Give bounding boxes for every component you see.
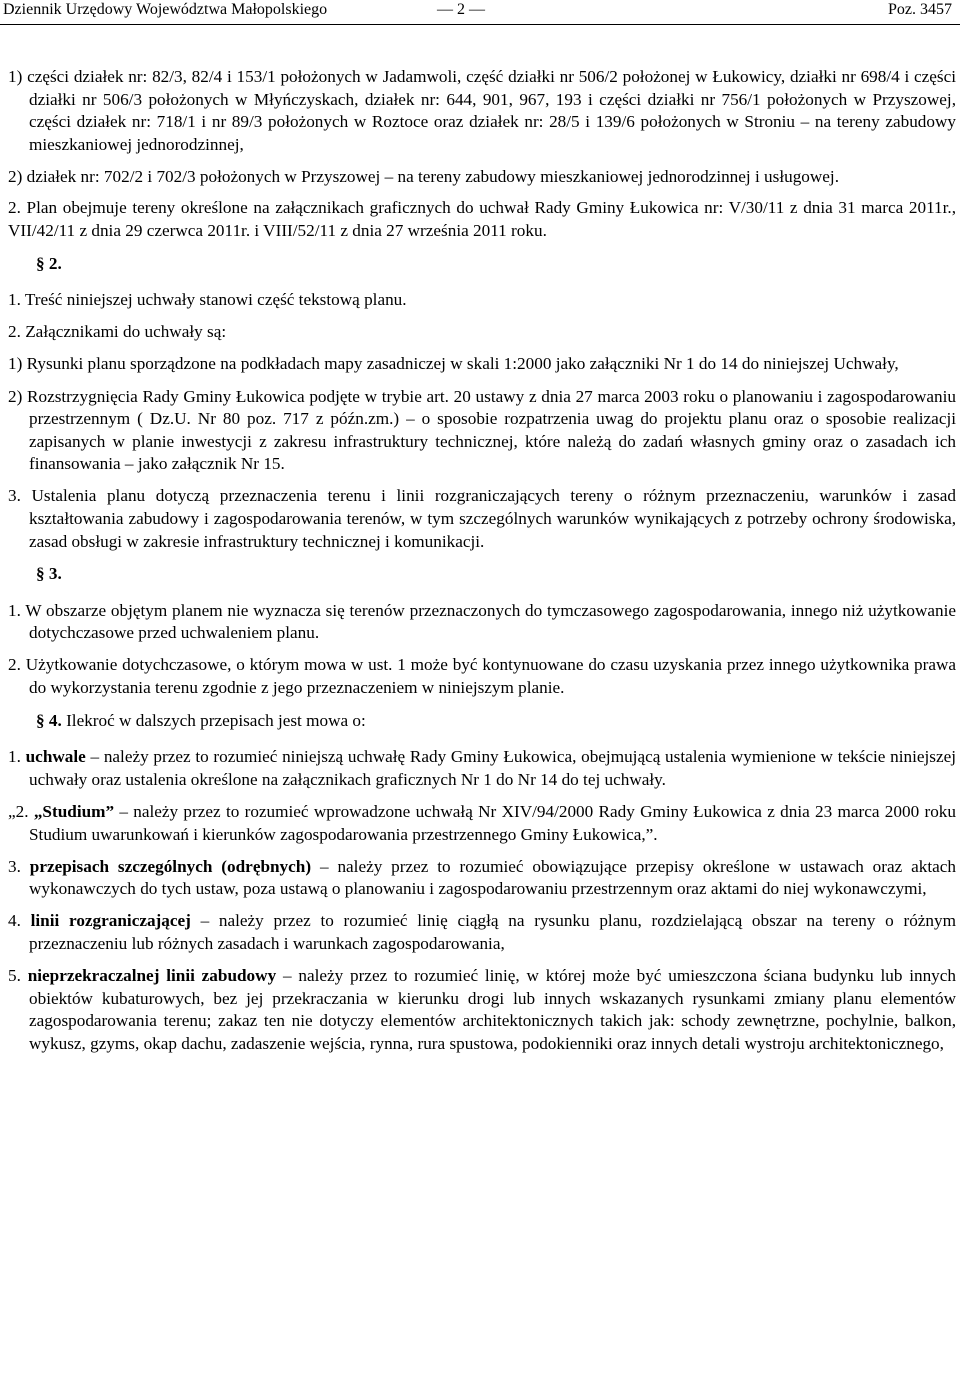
definition-text: – należy przez to rozumieć linię ciągłą na rysunku planu, rozdzielającą obszar na tereny o różnym przeznaczeniu lub różnych zasadach i warunkach zagospodarowania, bbox=[29, 911, 956, 953]
paragraph: 1. Treść niniejszej uchwały stanowi część tekstową planu. bbox=[8, 290, 407, 310]
definition-number: 5. bbox=[8, 966, 28, 985]
section-heading: § 2. bbox=[36, 253, 62, 273]
section-heading: § 3. bbox=[36, 564, 62, 584]
position-number: Poz. 3457 bbox=[888, 1, 952, 18]
definition-text: – należy przez to rozumieć niniejszą uchwałę Rady Gminy Łukowica, obejmującą ustalenia wymienione w tekście niniejszej uchwały oraz ustalenia określone na załącznikach graficznych Nr 1 do Nr 14 do tej uchwały. bbox=[29, 747, 956, 789]
definition-number: 1. bbox=[8, 747, 26, 767]
page-number: — 2 — bbox=[437, 1, 485, 18]
page-header bbox=[0, 0, 960, 22]
paragraph: 2. Użytkowanie dotychczasowe, o którym mowa w ust. 1 może być kontynuowane do czasu uzyskania przez innego użytkownika prawa do wykorzystania terenu zgodnie z jego przeznaczeniem w niniejszym planie. bbox=[8, 655, 956, 698]
paragraph: 1) Rysunki planu sporządzone na podkładach mapy zasadniczej w skali 1:2000 jako załączniki Nr 1 do 14 do niniejszej Uchwały, bbox=[8, 354, 899, 374]
paragraph: 3. Ustalenia planu dotyczą przeznaczenia terenu i linii rozgraniczających tereny o różnym przeznaczeniu, warunków i zasad kształtowania zabudowy i zagospodarowania terenów, w tym szczególnych warunków wynikających z potrzeby ochrony środowiska, zasad obsługi w zakresie infrastruktury technicznej i komunikacji. bbox=[8, 486, 956, 551]
journal-title: Dziennik Urzędowy Województwa Małopolskiego bbox=[3, 1, 328, 18]
definition-text: – należy przez to rozumieć wprowadzone uchwałą Nr XIV/94/2000 Rady Gminy Łukowica z dnia 23 marca 2000 roku Studium uwarunkowań i kierunków zagospodarowania przestrzennego Gminy Łukowica,”. bbox=[29, 801, 956, 844]
definition-text: – należy przez to rozumieć obowiązujące przepisy określone w ustawach oraz aktach wykonawczych do tych ustaw, poza ustawą o planowaniu i zagospodarowaniu przestrzennym oraz aktami do niej wykonawczymi, bbox=[29, 856, 956, 899]
document-body bbox=[8, 66, 956, 1065]
paragraph: 2. Plan obejmuje tereny określone na załącznikach graficznych do uchwał Rady Gminy Łukowica nr: V/30/11 z dnia 31 marca 2011r., VII/42/11 z dnia 29 czerwca 2011r. i VIII/52/11 z dnia 27 września 2011 roku. bbox=[8, 198, 956, 241]
definition-term: linii rozgraniczającej bbox=[30, 911, 191, 931]
definition-text: – należy przez to rozumieć linię, w której może być umieszczona ściana budynku lub innych obiektów kubaturowych, bez jej przekraczania w kierunku drogi lub innych wskazanych rysunkami zmiany planu elementów zagospodarowania terenu; zakaz ten nie dotyczy elementów architektonicznych takich jak: schody zewnętrzne, pochylnie, balkon, wykusz, gzyms, okap dachu, zadaszenie wejścia, rynna, rura spustowa, podokienniki oraz innych detali wystroju architektonicznego, bbox=[29, 966, 956, 1053]
paragraph: 1) części działek nr: 82/3, 82/4 i 153/1 położonych w Jadamwoli, część działki nr 506/2 położonej w Łukowicy, działki nr 698/4 i części działki nr 506/3 położonych w Młyńczyskach, działek nr: 644, 901, 967, 193 i części działki nr 756/1 położonych w Przyszowej, części działek nr: 718/1 i nr 89/3 położonych w Roztoce oraz działek nr: 28/5 i 139/6 położonych w Stroniu – na tereny zabudowy mieszkaniowej jednorodzinnej, bbox=[8, 67, 956, 154]
definition-item bbox=[8, 746, 956, 791]
section-heading bbox=[8, 710, 956, 733]
section-intro: Ilekroć w dalszych przepisach jest mowa o: bbox=[61, 710, 366, 730]
definition-number: „2. bbox=[8, 801, 34, 821]
definition-item bbox=[8, 965, 956, 1055]
definition-item bbox=[8, 801, 956, 846]
definition-term: nieprzekraczalnej linii zabudowy bbox=[27, 966, 277, 985]
header-divider bbox=[0, 24, 960, 25]
paragraph: 1. W obszarze objętym planem nie wyznacza się terenów przeznaczonych do tymczasowego zagospodarowania, innego niż użytkowanie dotychczasowe przed uchwaleniem planu. bbox=[8, 600, 956, 643]
definition-number: 4. bbox=[8, 911, 31, 931]
paragraph: 2) Rozstrzygnięcia Rady Gminy Łukowica podjęte w trybie art. 20 ustawy z dnia 27 marca 2003 roku o planowaniu i zagospodarowaniu przestrzennym ( Dz.U. Nr 80 poz. 717 z późn.zm.) – o sposobie rozpatrzenia uwag do projektu planu oraz o sposobie realizacji zapisanych w planie inwestycji z zakresu infrastruktury technicznej, które należą do zadań własnych gminy oraz o zasadach ich finansowania – jako załącznik Nr 15. bbox=[8, 386, 956, 474]
paragraph: 2) działek nr: 702/2 i 702/3 położonych w Przyszowej – na tereny zabudowy mieszkaniowej jednorodzinnej i usługowej. bbox=[8, 166, 840, 186]
paragraph: 2. Załącznikami do uchwały są: bbox=[8, 322, 227, 342]
definition-term: „Studium” bbox=[33, 801, 115, 821]
definition-item bbox=[8, 856, 956, 901]
section-number: § 4. bbox=[36, 710, 62, 730]
definition-item bbox=[8, 910, 956, 955]
definition-number: 3. bbox=[8, 856, 30, 876]
definition-term: uchwale bbox=[25, 747, 86, 767]
definition-term: przepisach szczególnych (odrębnych) bbox=[29, 856, 312, 876]
